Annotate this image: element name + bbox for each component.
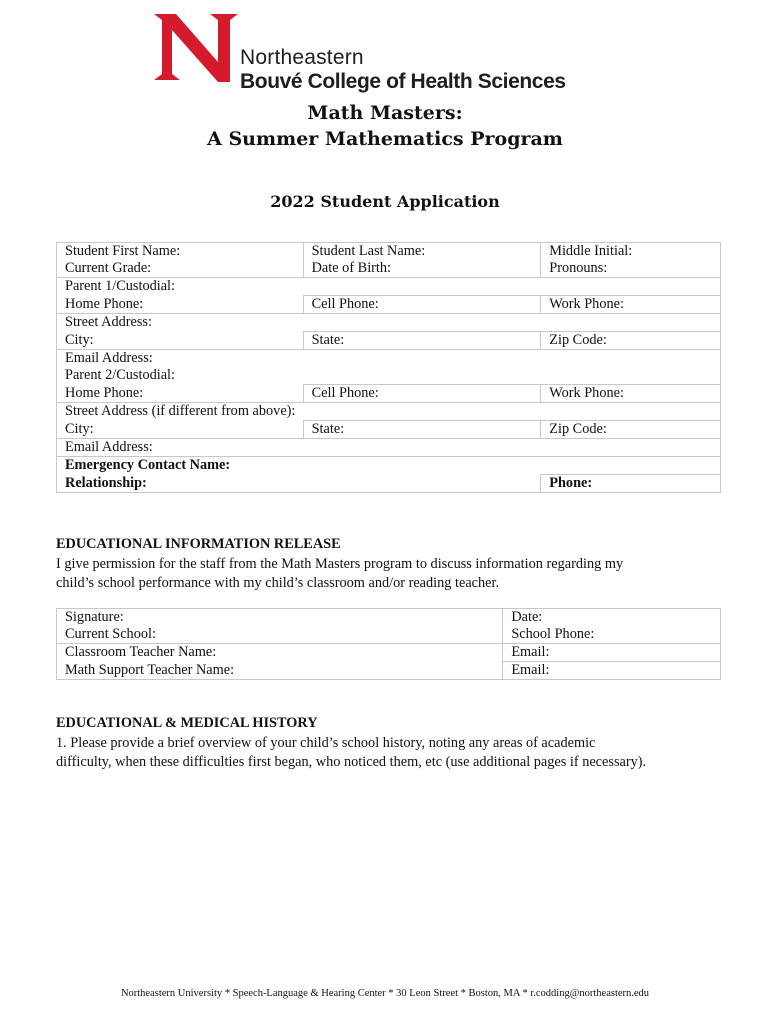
classroom-teacher-field[interactable]: Classroom Teacher Name: [57,644,503,662]
parent1-zip-field[interactable]: Zip Code: [541,332,721,350]
logo-line2: Bouvé College of Health Sciences [240,70,566,93]
middle-initial-field[interactable]: Middle Initial: [541,243,721,261]
parent2-street-field[interactable]: Street Address (if different from above): [57,403,721,421]
parent2-email-field[interactable]: Email Address: [57,439,721,457]
parent2-city-field[interactable]: City: [57,421,304,439]
current-school-field[interactable]: Current School: [57,626,503,644]
parent2-name-field[interactable]: Parent 2/Custodial: [57,367,721,385]
student-last-name-field[interactable]: Student Last Name: [303,243,541,261]
parent2-work-phone-field[interactable]: Work Phone: [541,385,721,403]
parent1-street-field[interactable]: Street Address: [57,314,721,332]
parent1-home-phone-field[interactable]: Home Phone: [57,296,304,314]
parent2-home-phone-field[interactable]: Home Phone: [57,385,304,403]
school-phone-field[interactable]: School Phone: [503,626,721,644]
parent1-work-phone-field[interactable]: Work Phone: [541,296,721,314]
student-info-table [56,242,721,493]
northeastern-logo [152,12,572,93]
math-support-teacher-email-field[interactable]: Email: [503,662,721,680]
release-heading: EDUCATIONAL INFORMATION RELEASE [56,536,341,552]
classroom-teacher-email-field[interactable]: Email: [503,644,721,662]
signature-field[interactable]: Signature: [57,609,503,627]
math-support-teacher-field[interactable]: Math Support Teacher Name: [57,662,503,680]
school-info-table [56,608,721,680]
parent2-cell-phone-field[interactable]: Cell Phone: [303,385,541,403]
parent2-state-field[interactable]: State: [303,421,541,439]
history-question-line2: difficulty, when these difficulties first began, who noticed them, etc (use additional pages if necessary). [56,754,647,770]
parent1-city-field[interactable]: City: [57,332,304,350]
parent2-zip-field[interactable]: Zip Code: [541,421,721,439]
release-text-line1: I give permission for the staff from the Math Masters program to discuss information regarding my [56,556,624,572]
current-grade-field[interactable]: Current Grade: [57,260,304,278]
logo-line1: Northeastern [240,46,364,69]
emergency-phone-field[interactable]: Phone: [541,475,721,493]
northeastern-n-icon [152,12,240,84]
history-heading: EDUCATIONAL & MEDICAL HISTORY [56,715,318,731]
parent1-name-field[interactable]: Parent 1/Custodial: [57,278,721,296]
date-field[interactable]: Date: [503,609,721,627]
pronouns-field[interactable]: Pronouns: [541,260,721,278]
parent1-state-field[interactable]: State: [303,332,541,350]
history-question-line1: 1. Please provide a brief overview of your child’s school history, noting any areas of academic [56,735,596,751]
page-footer: Northeastern University * Speech-Language & Hearing Center * 30 Leon Street * Boston, MA * r.codding@northeastern.edu [120,988,650,999]
relationship-field[interactable]: Relationship: [57,475,541,493]
parent1-cell-phone-field[interactable]: Cell Phone: [303,296,541,314]
emergency-contact-field[interactable]: Emergency Contact Name: [57,457,721,475]
date-of-birth-field[interactable]: Date of Birth: [303,260,541,278]
release-text-line2: child’s school performance with my child’s classroom and/or reading teacher. [56,575,500,591]
student-first-name-field[interactable]: Student First Name: [57,243,304,261]
page-subtitle: 2022 Student Application [270,192,500,211]
page-title: Math Masters: [307,102,463,124]
parent1-email-field[interactable]: Email Address: [57,350,721,368]
page-title-line2: A Summer Mathematics Program [207,128,563,150]
